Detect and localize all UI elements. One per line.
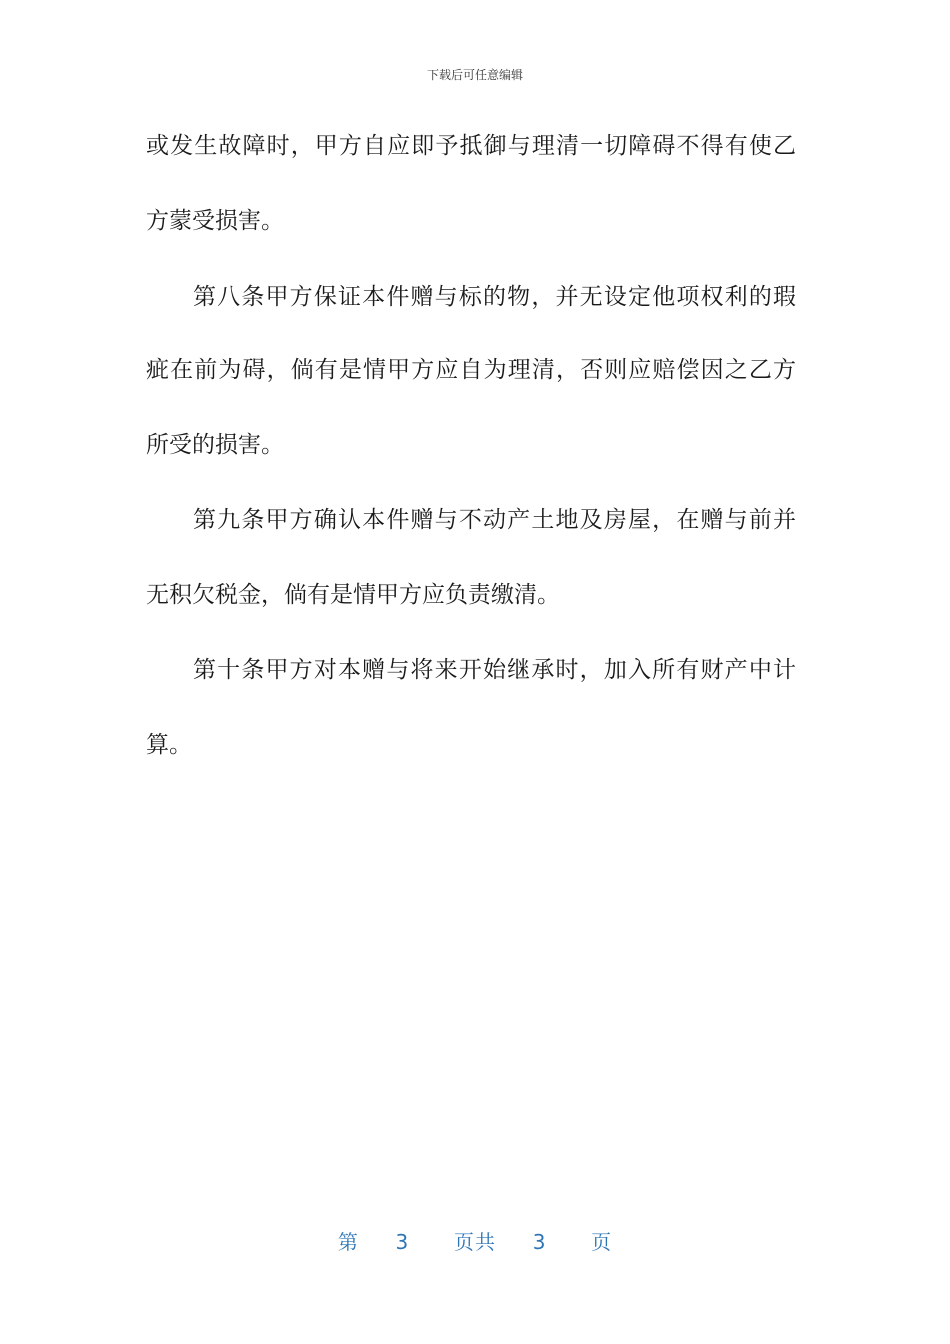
article-10-line-1: 第十条甲方对本赠与将来开始继承时，加入所有财产中计 — [193, 657, 796, 683]
page-number — [0, 1226, 950, 1255]
body-line-1: 或发生故障时，甲方自应即予抵御与理清一切障碍不得有使乙 — [146, 133, 796, 159]
page-suffix: 页 — [591, 1230, 613, 1254]
article-8-line-1: 第八条甲方保证本件赠与标的物，并无设定他项权利的瑕 — [193, 284, 796, 310]
page-header: 下载后可任意编辑 — [426, 68, 523, 82]
current-page-number: 3 — [395, 1230, 410, 1254]
page-prefix: 第 — [337, 1230, 359, 1254]
total-pages-number: 3 — [532, 1230, 547, 1254]
article-8-line-3: 所受的损害。 — [146, 432, 284, 458]
body-line-2: 方蒙受损害。 — [146, 208, 284, 234]
page-middle: 页共 — [454, 1230, 496, 1254]
article-9-line-1: 第九条甲方确认本件赠与不动产土地及房屋，在赠与前并 — [193, 507, 796, 533]
article-10-line-2: 算。 — [146, 732, 192, 758]
article-8-line-2: 疵在前为碍，倘有是情甲方应自为理清，否则应赔偿因之乙方 — [146, 357, 796, 383]
article-9-line-2: 无积欠税金，倘有是情甲方应负责缴清。 — [146, 582, 560, 608]
